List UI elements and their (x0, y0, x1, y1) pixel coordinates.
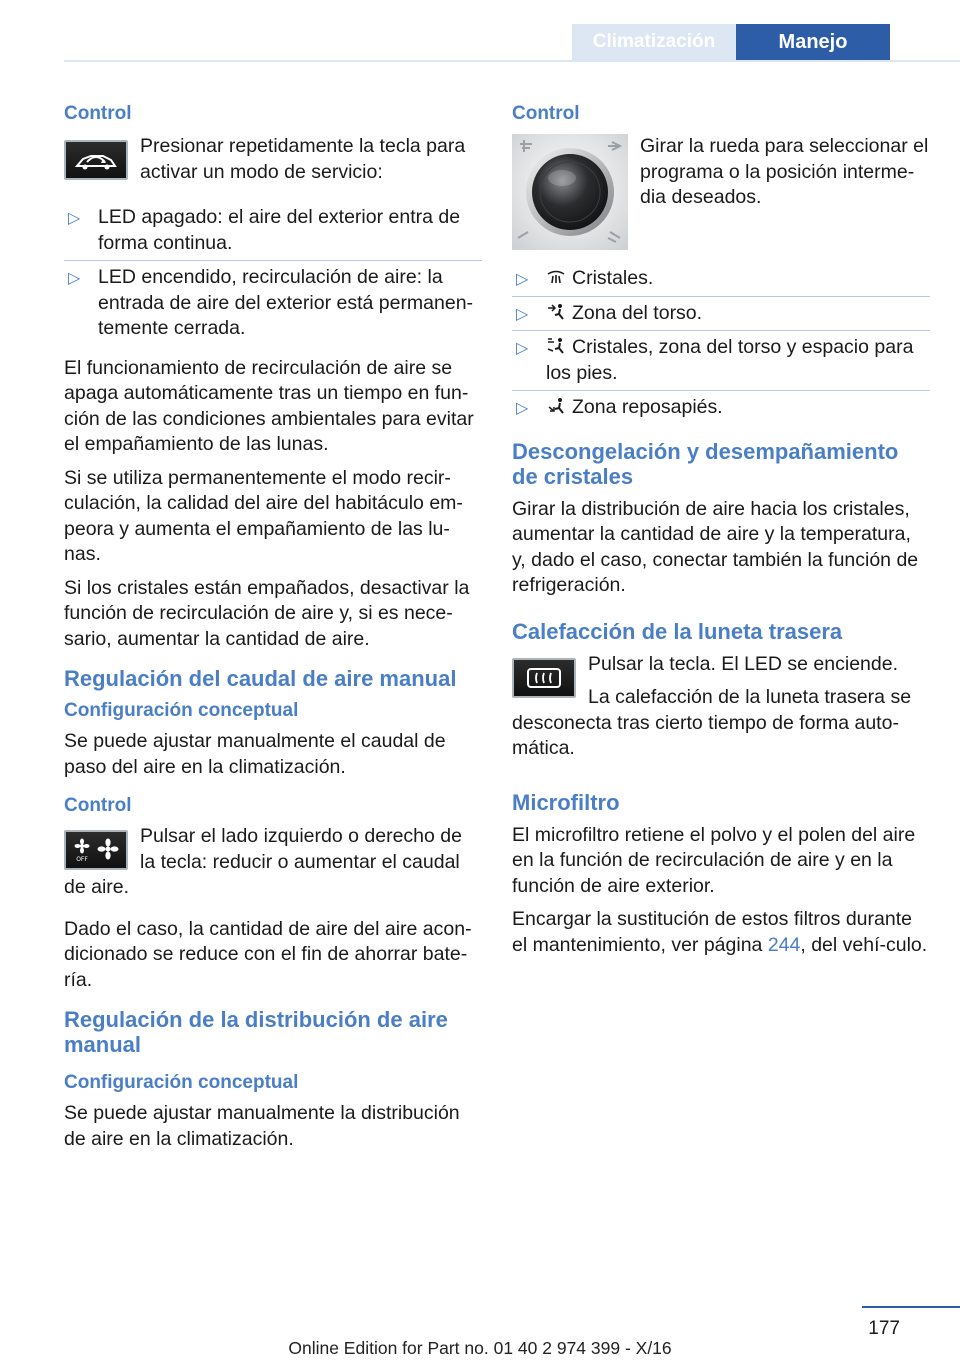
recirc-paragraph-1: El funcionamiento de recirculación de aire se apaga automáticamente tras un tiempo en fun‐ción de las condiciones ambientales para evitar el empañamiento de las lunas. (64, 356, 474, 455)
list-item: ▷ Cristales. (512, 262, 930, 297)
wheel-control-block (512, 134, 930, 254)
distribution-wheel-image (512, 134, 628, 250)
triangle-bullet-icon: ▷ (68, 270, 81, 287)
chapter-tab: Manejo (736, 24, 890, 60)
triangle-bullet-icon: ▷ (516, 305, 529, 323)
distribution-concept-text: Se puede ajustar manualmente la distribución de aire en la climatización. (64, 1102, 460, 1150)
distribution-concept-subheading: Configuración conceptual (64, 1072, 299, 1093)
airflow-concept-text: Se puede ajustar manualmente el caudal de paso del aire en la climatización. (64, 730, 446, 778)
header-divider (64, 60, 960, 62)
triangle-bullet-icon: ▷ (516, 340, 529, 357)
wheel-instruction: Girar la rueda para seleccionar el programa o la posición interme‐dia deseados. (640, 135, 929, 208)
left-column (64, 102, 482, 1160)
car-recirculation-icon (73, 148, 119, 172)
rear-heating-block (512, 652, 930, 770)
rear-heating-heading: Calefacción de la luneta trasera (512, 618, 843, 644)
rear-window-heating-icon (524, 666, 564, 690)
airflow-control-block (64, 824, 482, 909)
edition-footer: Online Edition for Part no. 01 40 2 974 399 - X/16 (288, 1338, 672, 1358)
distribution-control-heading: Control (512, 103, 580, 124)
recirc-control-block (64, 134, 482, 193)
windshield-icon (546, 268, 566, 286)
microfilter-heading: Microfiltro (512, 789, 620, 815)
windows-torso-feet-icon (546, 337, 566, 355)
airflow-concept-subheading: Configuración conceptual (64, 700, 299, 721)
recirc-paragraph-2: Si se utiliza permanentemente el modo recir‐culación, la calidad del aire del habitáculo em‐peora y aumenta el empañamiento de las lu‐nas. (64, 466, 463, 565)
right-column (512, 102, 930, 966)
list-item: ▷ LED encendido, recirculación de aire: la entrada de aire del exterior está permanen‐temente cerrada. (68, 266, 474, 339)
recirc-mode-list (64, 201, 482, 346)
airflow-instruction: Pulsar el lado izquierdo o derecho de la tecla: reducir o aumentar el caudal de aire. (64, 825, 462, 898)
footer-divider (862, 1306, 960, 1308)
list-item: ▷ Cristales, zona del torso y espacio para los pies. (512, 331, 930, 391)
distribution-heading: Regulación de la distribución de aire manual (64, 1007, 448, 1057)
recirc-control-heading: Control (64, 103, 132, 124)
airflow-heading: Regulación del caudal de aire manual (64, 666, 457, 691)
airflow-control-heading: Control (64, 795, 132, 816)
airflow-note: Dado el caso, la cantidad de aire del aire acon‐dicionado se reduce con el fin de ahorrar bate‐ría. (64, 917, 472, 991)
triangle-bullet-icon: ▷ (516, 271, 529, 288)
rear-defrost-button-image (512, 658, 576, 698)
recirc-instruction: Presionar repetidamente la tecla para activar un modo de servicio: (140, 135, 466, 183)
section-tab: Climatización (572, 24, 736, 60)
svg-text:OFF: OFF (76, 856, 88, 863)
triangle-bullet-icon: ▷ (68, 210, 81, 227)
rear-heating-text-2: La calefacción de la luneta trasera se desconecta tras cierto tiempo de forma auto‐mática. (512, 686, 912, 759)
distribution-mode-list (512, 262, 930, 425)
page-reference-link[interactable]: 244 (767, 933, 801, 956)
torso-airflow-icon (546, 303, 566, 321)
fan-button-image (64, 830, 128, 870)
fan-speed-icon (70, 837, 122, 863)
microfilter-text-2: Encargar la sustitución de estos filtros durante el mantenimiento, ver página 244, del vehí‐culo. (512, 908, 928, 956)
list-item: ▷ Zona reposapiés. (512, 391, 930, 425)
defrost-heading: Descongelación y desempañamiento de cristales (512, 438, 899, 489)
list-item: ▷ Zona del torso. (512, 297, 930, 332)
page-number: 177 (868, 1318, 900, 1339)
recirculation-button-image (64, 140, 128, 180)
footwell-airflow-icon (546, 397, 566, 415)
microfilter-text-1: El microfiltro retiene el polvo y el polen del aire en la función de recirculación de aire y en la función de aire exterior. (512, 823, 916, 897)
list-item: ▷ LED apagado: el aire del exterior entra de forma continua. (64, 201, 482, 261)
defrost-text: Girar la distribución de aire hacia los cristales, aumentar la cantidad de aire y la temperatura, y, dado el caso, conectar también la función de refrigeración. (512, 497, 919, 596)
triangle-bullet-icon: ▷ (516, 400, 529, 417)
rear-heating-text-1: Pulsar la tecla. El LED se enciende. (588, 652, 899, 675)
recirc-paragraph-3: Si los cristales están empañados, desactivar la función de recirculación de aire y, si es nece‐sario, aumentar la cantidad de aire. (64, 576, 470, 650)
rotary-knob-icon (512, 134, 628, 250)
